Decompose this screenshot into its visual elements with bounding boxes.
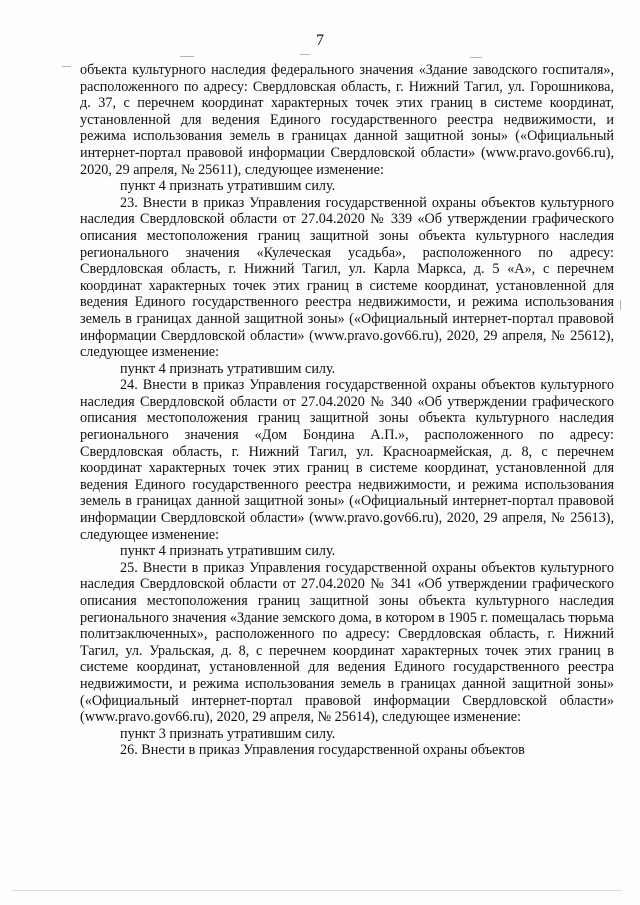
- paragraph-item-24: 24. Внести в приказ Управления государственной охраны объектов культурного наследия Свердловской области от 27.04.2020 № 340 «Об утверждении графического описания местоположения границ защитной зоны объекта культурного наследия регионального значения «Дом Бондина А.П.», расположенного по адресу: Свердловская область, г. Нижний Тагил, ул. Красноармейская, д. 8, с перечнем координат характерных точек этих границ в системе координат, установленной для ведения Единого государственного реестра недвижимости, и режима использования земель в границах данной защитной зоны» («Официальный интернет-портал правовой информации Свердловской области» (www.pravo.gov66.ru), 2020, 29 апреля, № 25613), следующее изменение:: [80, 377, 614, 543]
- paragraph-point-23-change: пункт 4 признать утратившим силу.: [120, 360, 336, 377]
- paragraph-item-26: 26. Внести в приказ Управления государственной охраны объектов: [120, 742, 525, 759]
- paragraph-point-22-change: пункт 4 признать утратившим силу.: [120, 178, 336, 195]
- scan-speck: [180, 56, 194, 57]
- paragraph-item-23: 23. Внести в приказ Управления государственной охраны объектов культурного наследия Свердловской области от 27.04.2020 № 339 «Об утверждении графического описания местоположения границ защитной зоны объекта культурного наследия регионального значения «Кулеческая усадьба», расположенного по адресу: Свердловская область, г. Нижний Тагил, ул. Карла Маркса, д. 5 «А», с перечнем координат характерных точек этих границ в системе координат, установленной для ведения Единого государственного реестра недвижимости, и режима использования земель в границах данной защитной зоны» («Официальный интернет-портал правовой информации Свердловской области» (www.pravo.gov66.ru), 2020, 29 апреля, № 25612), следующее изменение:: [80, 194, 614, 361]
- paragraph-item-25: 25. Внести в приказ Управления государственной охраны объектов культурного наследия Свердловской области от 27.04.2020 № 341 «Об утверждении графического описания местоположения границ защитной зоны объекта культурного наследия регионального значения «Здание земского дома, в котором в 1905 г. помещалась тюрьма политзаключенных», расположенного по адресу: Свердловская область, г. Нижний Тагил, ул. Уральская, д. 8, с перечнем координат характерных точек этих границ в системе координат, установленной для ведения Единого государственного реестра недвижимости, и режима использования земель в границах данной защитной зоны» («Официальный интернет-портал правовой информации Свердловской области» (www.pravo.gov66.ru), 2020, 29 апреля, № 25614), следующее изменение:: [80, 559, 614, 726]
- page-number: 7: [316, 32, 324, 49]
- scan-speck: [470, 57, 482, 58]
- scan-speck: [62, 66, 71, 67]
- paragraph-point-25-change: пункт 3 признать утратившим силу.: [120, 725, 336, 742]
- scan-speck: [300, 54, 310, 55]
- document-body: [80, 62, 614, 759]
- paragraph-continuation: объекта культурного наследия федерального значения «Здание заводского госпиталя», расположенного по адресу: Свердловская область, г. Нижний Тагил, ул. Горошникова, д. 37, с перечнем координат характерных точек этих границ в системе координат, установленной для ведения Единого государственного реестра недвижимости, и режима использования земель в границах данной защитной зоны» («Официальный интернет-портал правовой информации Свердловской области» (www.pravo.gov66.ru), 2020, 29 апреля, № 25611), следующее изменение:: [80, 62, 614, 178]
- scan-speck: [12, 890, 622, 891]
- paragraph-point-24-change: пункт 4 признать утратившим силу.: [120, 543, 336, 560]
- scan-speck: [620, 300, 621, 310]
